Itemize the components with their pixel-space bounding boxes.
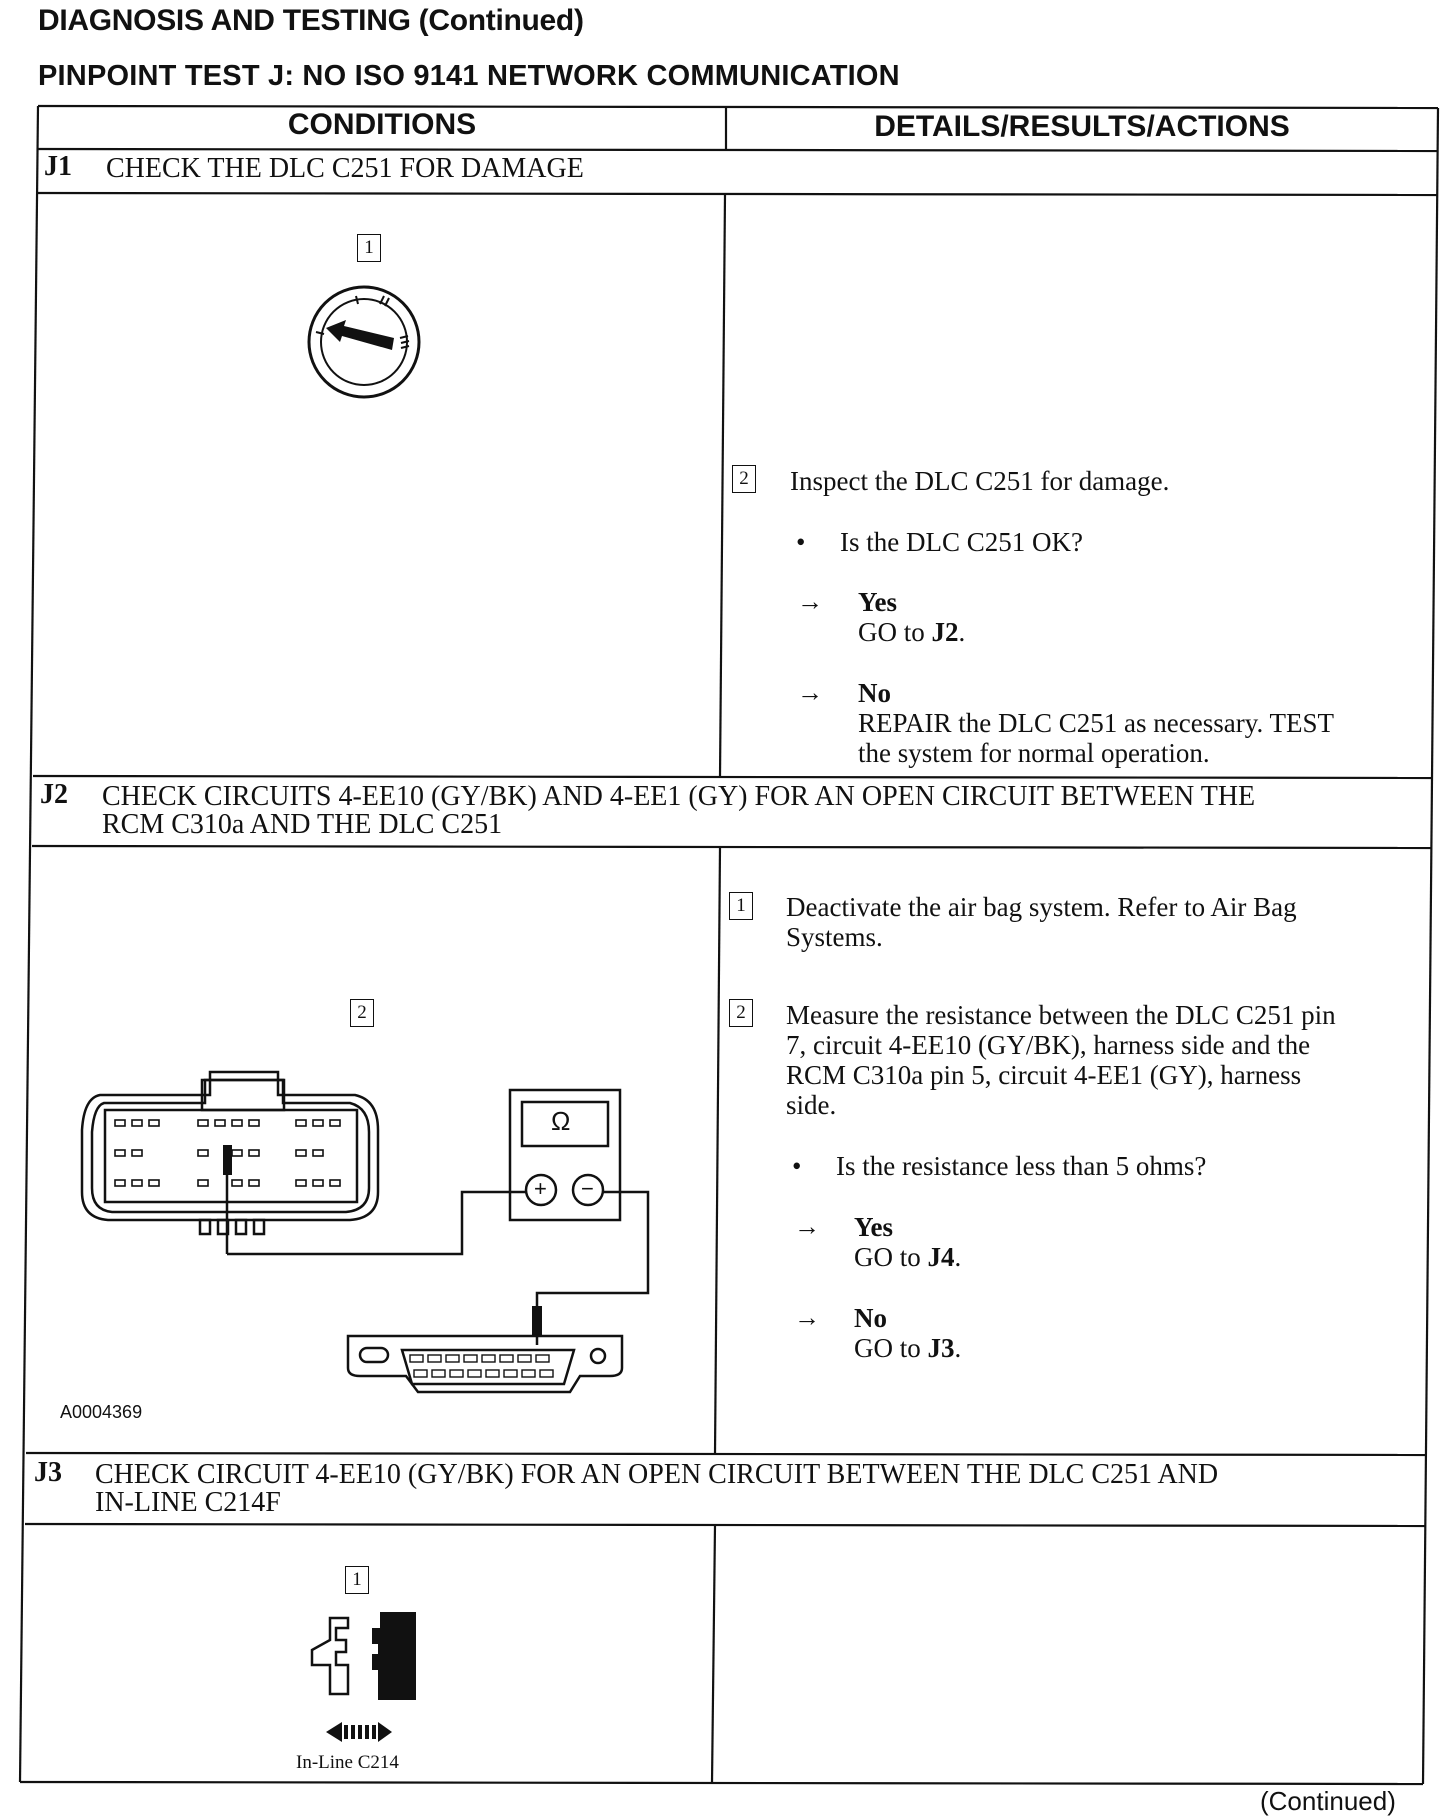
j2-yes-arrow: →	[794, 1212, 820, 1241]
j2-callout-2: 2	[729, 999, 753, 1027]
j2-figure-callout: 2	[350, 999, 374, 1027]
j3-figure-caption: In-Line C214	[296, 1752, 399, 1773]
j2-no-action	[854, 1333, 961, 1363]
j1-no-action-line2: the system for normal operation.	[858, 738, 1210, 768]
j2-yes-label: Yes	[854, 1212, 893, 1242]
j2-instruction-1-line1: Deactivate the air bag system. Refer to Air Bag	[786, 892, 1297, 922]
step-j3-title-line1: CHECK CIRCUIT 4-EE10 (GY/BK) FOR AN OPEN CIRCUIT BETWEEN THE DLC C251 AND	[95, 1459, 1219, 1490]
step-j3-id: J3	[34, 1457, 62, 1488]
j2-yes-prefix: GO to	[854, 1242, 921, 1272]
j3-figure-callout: 1	[345, 1566, 369, 1594]
j2-figure-code: A0004369	[60, 1402, 143, 1422]
j1-yes-arrow: →	[797, 587, 823, 616]
j1-figure-callout: 1	[357, 234, 381, 262]
j1-no-arrow: →	[797, 678, 823, 707]
j2-yes-action	[854, 1242, 961, 1272]
page-continued-footer: (Continued)	[1260, 1786, 1396, 1816]
j2-no-target[interactable]: J3	[927, 1333, 955, 1363]
j1-yes-target[interactable]: J2	[931, 617, 959, 647]
j2-question: Is the resistance less than 5 ohms?	[836, 1151, 1207, 1181]
meter-minus-terminal: −	[581, 1176, 594, 1201]
test-title: PINPOINT TEST J: NO ISO 9141 NETWORK COMMUNICATION	[38, 60, 900, 92]
meter-ohm-symbol: Ω	[551, 1106, 571, 1136]
j2-instruction-1-line2: Systems.	[786, 922, 883, 952]
j2-instruction-2-line4: side.	[786, 1090, 837, 1120]
j1-question: Is the DLC C251 OK?	[840, 527, 1083, 557]
j2-bullet: •	[792, 1151, 802, 1181]
j2-instruction-2-line1: Measure the resistance between the DLC C251 pin	[786, 1000, 1336, 1030]
j2-no-prefix: GO to	[854, 1333, 921, 1363]
j1-bullet: •	[796, 527, 806, 557]
conditions-header: CONDITIONS	[287, 108, 477, 141]
step-j3-title-line2: IN-LINE C214F	[95, 1487, 281, 1518]
j2-yes-period: .	[954, 1242, 962, 1272]
j1-no-label: No	[858, 678, 891, 708]
j2-no-arrow: →	[794, 1303, 820, 1332]
step-j2-title-line1: CHECK CIRCUITS 4-EE10 (GY/BK) AND 4-EE1 (GY) FOR AN OPEN CIRCUIT BETWEEN THE	[102, 781, 1256, 812]
step-j2-title-line2: RCM C310a AND THE DLC C251	[102, 809, 503, 840]
j1-yes-prefix: GO to	[858, 617, 925, 647]
step-j1-title: CHECK THE DLC C251 FOR DAMAGE	[106, 153, 584, 184]
j1-yes-action	[858, 617, 965, 647]
j2-no-period: .	[954, 1333, 962, 1363]
j2-yes-target[interactable]: J4	[927, 1242, 955, 1272]
meter-plus-terminal: +	[534, 1176, 547, 1201]
step-j1-id: J1	[44, 151, 72, 182]
j1-yes-period: .	[958, 617, 966, 647]
j2-instruction-2-line2: 7, circuit 4-EE10 (GY/BK), harness side and the	[786, 1030, 1311, 1060]
step-j2-id: J2	[40, 779, 68, 810]
j1-yes-label: Yes	[858, 587, 897, 617]
j2-no-label: No	[854, 1303, 887, 1333]
section-title: DIAGNOSIS AND TESTING (Continued)	[38, 4, 584, 37]
j2-callout-1: 1	[729, 892, 753, 920]
j1-no-action-line1: REPAIR the DLC C251 as necessary. TEST	[858, 708, 1334, 738]
details-header: DETAILS/RESULTS/ACTIONS	[874, 110, 1290, 143]
j1-detail-callout: 2	[732, 465, 756, 493]
j2-instruction-2-line3: RCM C310a pin 5, circuit 4-EE1 (GY), harness	[786, 1060, 1302, 1090]
j1-instruction: Inspect the DLC C251 for damage.	[790, 466, 1170, 496]
